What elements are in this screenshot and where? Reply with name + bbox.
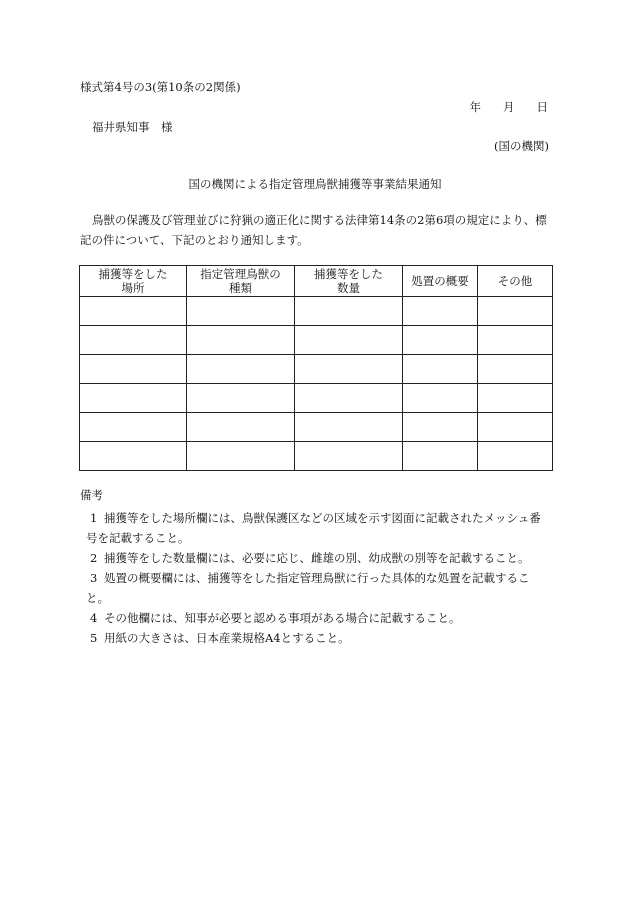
table-cell	[403, 384, 478, 413]
remark-text: 用紙の大きさは、日本産業規格A4とすること。	[104, 631, 350, 645]
table-row	[80, 355, 553, 384]
remark-number: 2	[90, 551, 98, 565]
table-cell	[478, 326, 553, 355]
table-cell	[295, 326, 403, 355]
table-cell	[295, 384, 403, 413]
remark-item	[80, 628, 552, 648]
table-cell	[478, 384, 553, 413]
date-line	[470, 99, 549, 117]
remark-number: 4	[90, 611, 98, 625]
table-header-row	[80, 266, 553, 297]
body-text: 鳥獣の保護及び管理並びに狩猟の適正化に関する法律第14条の2第6項の規定により、標記の件について、下記のとおり通知します。	[80, 213, 547, 247]
table-row	[80, 384, 553, 413]
table-cell	[295, 413, 403, 442]
remark-text: その他欄には、知事が必要と認める事項がある場合に記載すること。	[104, 611, 461, 625]
remarks-heading: 備考	[80, 488, 103, 502]
table-cell	[187, 384, 295, 413]
remark-item	[80, 568, 552, 608]
table-cell	[403, 413, 478, 442]
table-cell	[478, 355, 553, 384]
table-cell	[478, 297, 553, 326]
column-header-treatment: 処置の概要	[403, 266, 478, 297]
table-cell	[478, 413, 553, 442]
remark-number: 3	[90, 571, 98, 585]
remark-item	[80, 548, 552, 568]
table-cell	[295, 442, 403, 471]
table-cell	[187, 442, 295, 471]
remark-text: 捕獲等をした数量欄には、必要に応じ、雌雄の別、幼成獣の別等を記載すること。	[104, 551, 530, 565]
document-title: 国の機関による指定管理鳥獣捕獲等事業結果通知	[188, 177, 442, 191]
table-cell	[80, 413, 187, 442]
table-cell	[403, 326, 478, 355]
remark-text: 捕獲等をした場所欄には、鳥獣保護区などの区域を示す図面に記載されたメッシュ番号を記載すること。	[86, 511, 541, 545]
column-header-species: 指定管理鳥獣の 種類	[187, 266, 295, 297]
table-row	[80, 442, 553, 471]
table-cell	[403, 297, 478, 326]
table-cell	[295, 297, 403, 326]
sender-label: (国の機関)	[494, 139, 549, 153]
table-cell	[80, 442, 187, 471]
table-cell	[80, 355, 187, 384]
table-cell	[295, 355, 403, 384]
table-cell	[403, 442, 478, 471]
result-table	[79, 265, 553, 471]
table-row	[80, 326, 553, 355]
column-header-other: その他	[478, 266, 553, 297]
table-row	[80, 297, 553, 326]
addressee: 福井県知事 様	[92, 120, 173, 134]
table-cell	[403, 355, 478, 384]
table-cell	[187, 355, 295, 384]
table-cell	[187, 413, 295, 442]
remark-item	[80, 608, 552, 628]
table-cell	[80, 384, 187, 413]
date-month: 月	[503, 100, 515, 114]
table-cell	[478, 442, 553, 471]
table-cell	[80, 297, 187, 326]
table-cell	[187, 297, 295, 326]
remark-item	[80, 508, 552, 548]
date-day: 日	[536, 100, 548, 114]
remark-text: 処置の概要欄には、捕獲等をした指定管理鳥獣に行った具体的な処置を記載すること。	[86, 571, 530, 605]
table-cell	[80, 326, 187, 355]
date-year: 年	[469, 100, 481, 114]
table-cell	[187, 326, 295, 355]
form-number: 様式第4号の3(第10条の2関係)	[80, 80, 241, 94]
column-header-quantity: 捕獲等をした 数量	[295, 266, 403, 297]
remark-number: 1	[90, 511, 98, 525]
table-row	[80, 413, 553, 442]
column-header-location: 捕獲等をした 場所	[80, 266, 187, 297]
remark-number: 5	[90, 631, 98, 645]
remarks-list	[80, 508, 552, 648]
